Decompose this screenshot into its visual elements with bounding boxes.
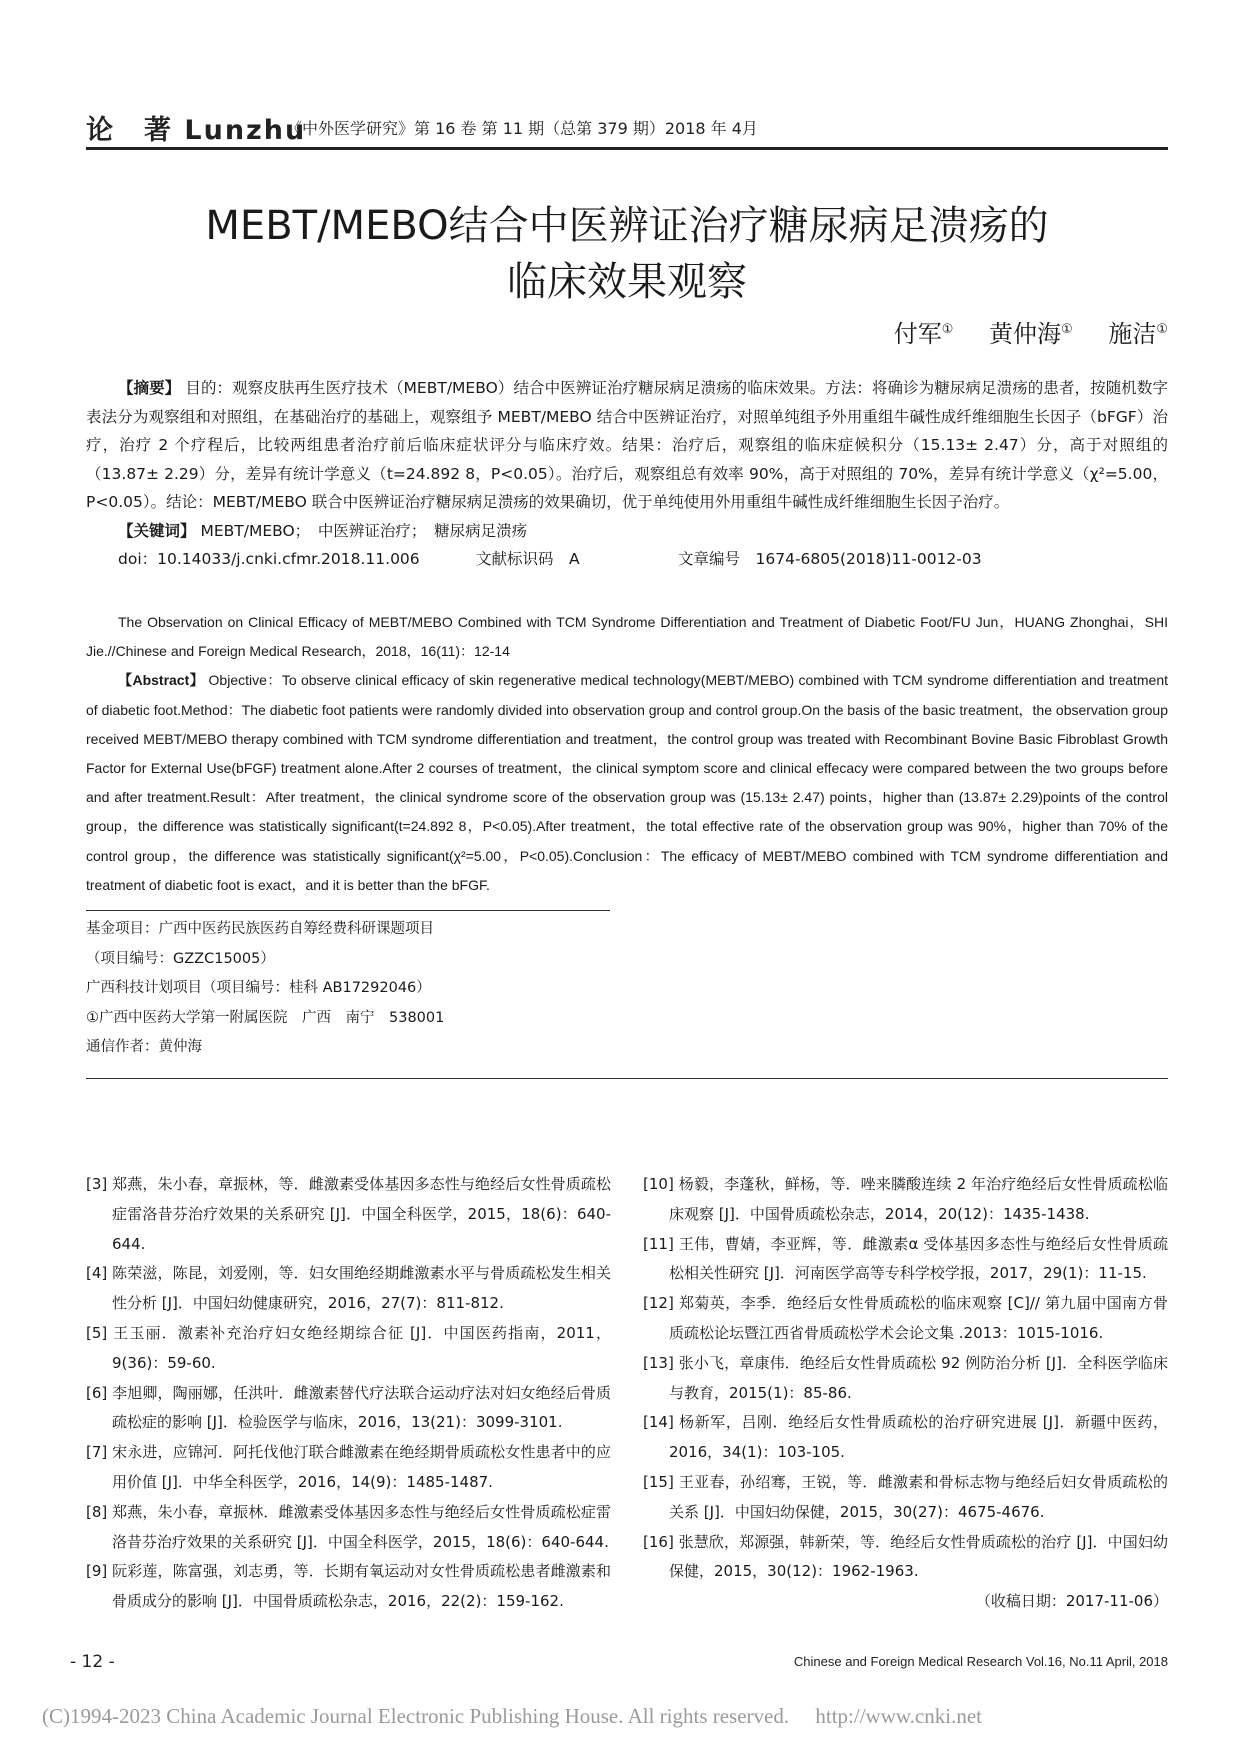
footnote-line: ①广西中医药大学第一附属医院 广西 南宁 538001	[86, 1009, 445, 1026]
reference-item: [6] 李旭卿，陶丽娜，任洪叶．雌激素替代疗法联合运动疗法对妇女绝经后骨质疏松症的影响 [J]．检验医学与临床，2016，13(21)：3099-3101.	[86, 1383, 611, 1432]
author-name: 施洁	[1108, 320, 1157, 348]
reference-item: [14] 杨新军，吕刚．绝经后女性骨质疏松的治疗研究进展 [J]．新疆中医药，2016，34(1)：103-105.	[643, 1413, 1168, 1462]
title-line-2: 临床效果观察	[507, 259, 747, 305]
affiliation-mark: ①	[941, 322, 954, 337]
affiliation-mark: ①	[1156, 322, 1168, 337]
page-number: - 12 -	[70, 1652, 115, 1672]
keywords-text: MEBT/MEBO； 中医辨证治疗； 糖尿病足溃疡	[200, 521, 528, 540]
article-title	[86, 198, 1168, 310]
reference-item: [15] 王亚春，孙绍骞，王锐，等．雌激素和骨标志物与绝经后妇女骨质疏松的关系 [J]．中国妇幼保健，2015，30(27)：4675-4676.	[643, 1472, 1168, 1521]
reference-item: [7] 宋永进，应锦河．阿托伐他汀联合雌激素在绝经期骨质疏松女性患者中的应用价值 [J]．中华全科医学，2016，14(9)：1485-1487.	[86, 1443, 611, 1491]
keywords-line	[86, 517, 1168, 546]
copyright-watermark: (C)1994-2023 China Academic Journal Electronic Publishing House. All rights reserved. http://www.cnki.net	[42, 1704, 982, 1728]
footnote-line: 基金项目：广西中医药民族医药自筹经费科研课题项目	[86, 921, 434, 937]
abstract-label: 【摘要】	[118, 379, 181, 397]
author-2	[989, 320, 1073, 348]
doi-line	[118, 545, 1168, 573]
references-right-column	[643, 1170, 1168, 1617]
reference-item: [3] 郑燕，朱小春，章振林，等．雌激素受体基因多态性与绝经后女性骨质疏松症雷洛昔芬治疗效果的关系研究 [J]．中国全科医学，2015，18(6)：640-644.	[86, 1175, 611, 1253]
author-3	[1108, 320, 1168, 348]
header-rule	[86, 147, 1168, 150]
abstract-text: 目的：观察皮肤再生医疗技术（MEBT/MEBO）结合中医辨证治疗糖尿病足溃疡的临床效果。方法：将确诊为糖尿病足溃疡的患者，按随机数字表法分为观察组和对照组，在基础治疗的基础上，观察组予 MEBT/MEBO 结合中医辨证治疗，对照单纯组予外用重组牛碱性成纤维细胞生长因子（bFGF）治疗，治疗 2 个疗程后，比较两组患者治疗前后临床症状评分与临床疗效。结果：治疗后，观察组的临床症候积分（15.13± 2.47）分，高于对照组的（13.87± 2.29）分，差异有统计学意义（t=24.892 8，P<0.05）。治疗后，观察组总有效率 90%，高于对照组的 70%，差异有统计学意义（χ²=5.00，P<0.05）。结论：MEBT/MEBO 联合中医辨证治疗糖尿病足溃疡的效果确切，优于单纯使用外用重组牛碱性成纤维细胞生长因子治疗。	[86, 379, 1168, 511]
keywords-label: 【关键词】	[118, 521, 196, 540]
section-label: 论 著 Lunzhu	[86, 115, 307, 146]
reference-item: [8] 郑燕，朱小春，章振林．雌激素受体基因多态性与绝经后女性骨质疏松症雷洛昔芬治疗效果的关系研究 [J]．中国全科医学，2015，18(6)：640-644.	[86, 1502, 611, 1551]
affiliation-mark: ①	[1061, 322, 1073, 337]
author-name: 黄仲海	[989, 320, 1062, 348]
running-header	[86, 108, 1168, 152]
footnote-rule	[86, 910, 610, 911]
footnote-line: （项目编号：GZZC15005）	[86, 950, 275, 967]
footnotes	[86, 915, 706, 1063]
english-abstract-paragraph	[86, 666, 1168, 900]
reference-item: [9] 阮彩莲，陈富强，刘志勇，等．长期有氧运动对女性骨质疏松患者雌激素和骨质成分的影响 [J]．中国骨质疏松杂志，2016，22(2)：159-162.	[86, 1562, 611, 1611]
doi-text: doi：10.14033/j.cnki.cfmr.2018.11.006	[118, 550, 420, 568]
abstract-paragraph	[86, 374, 1168, 517]
english-abstract	[86, 608, 1168, 900]
reference-item: [16] 张慧欣，郑源强，韩新荣，等．绝经后女性骨质疏松的治疗 [J]．中国妇幼保健，2015，30(12)：1962-1963.	[643, 1532, 1168, 1581]
reference-item: [5] 王玉丽．激素补充治疗妇女绝经期综合征 [J]．中国医药指南，2011，9(36)：59-60.	[86, 1323, 611, 1372]
author-list	[866, 314, 1168, 349]
section-divider	[86, 1078, 1168, 1079]
reference-item: [11] 王伟，曹婧，李亚辉，等．雌激素α 受体基因多态性与绝经后女性骨质疏松相关性研究 [J]．河南医学高等专科学校学报，2017，29(1)：11-15.	[643, 1234, 1168, 1283]
references-left-column	[86, 1170, 611, 1617]
english-abstract-text: Objective：To observe clinical efficacy of skin regenerative medical technology(MEBT/MEBO) combined with TCM syndrome differentiation and treatment of diabetic foot.Method：The diabetic foot patients were randomly divided into observation group and control group.On the basis of the basic treatment，the observation group received MEBT/MEBO therapy combined with TCM syndrome differentiation and treatment，the control group was treated with Recombinant Bovine Basic Fibroblast Growth Factor for External Use(bFGF) treatment alone.After 2 courses of treatment，the clinical symptom score and clinical effecacy were compared between the two groups before and after treatment.Result：After treatment，the clinical syndrome score of the observation group was (15.13± 2.47) points，higher than (13.87± 2.29)points of the control group，the difference was statistically significant(t=24.892 8，P<0.05).After treatment，the total effective rate of the observation group was 90%，higher than 70% of the control group，the difference was statistically significant(χ²=5.00，P<0.05).Conclusion：The efficacy of MEBT/MEBO combined with TCM syndrome differentiation and treatment of diabetic foot is exact，and it is better than the bFGF.	[86, 672, 1169, 893]
author-1	[894, 320, 954, 348]
reference-item: [13] 张小飞，章康伟．绝经后女性骨质疏松 92 例防治分析 [J]．全科医学临床与教育，2015(1)：85-86.	[643, 1353, 1168, 1402]
received-date: （收稿日期：2017-11-06）	[975, 1592, 1168, 1611]
english-citation: The Observation on Clinical Efficacy of MEBT/MEBO Combined with TCM Syndrome Differentiation and Treatment of Diabetic Foot/FU Jun，HUANG Zhonghai，SHI Jie.//Chinese and Foreign Medical Research，2018，16(11)：12-14	[86, 614, 1168, 660]
article-number: 文章编号 1674-6805(2018)11-0012-03	[678, 550, 982, 568]
reference-item: [12] 郑菊英，李季．绝经后女性骨质疏松的临床观察 [C]// 第九届中国南方骨质疏松论坛暨江西省骨质疏松学术会论文集 .2013：1015-1016.	[643, 1294, 1168, 1342]
footnote-line: 通信作者：黄仲海	[86, 1039, 202, 1055]
chinese-abstract	[86, 374, 1168, 573]
document-code: 文献标识码 A	[476, 550, 580, 568]
english-abstract-label: 【Abstract】	[118, 672, 205, 689]
reference-item: [4] 陈荣滋，陈昆，刘爱刚，等．妇女围绝经期雌激素水平与骨质疏松发生相关性分析 [J]．中国妇幼健康研究，2016，27(7)：811-812.	[86, 1264, 611, 1313]
reference-item: [10] 杨毅，李蓬秋，鲜杨，等．唑来膦酸连续 2 年治疗绝经后女性骨质疏松临床观察 [J]．中国骨质疏松杂志，2014，20(12)：1435-1438.	[643, 1175, 1168, 1223]
journal-issue-line: 《中外医学研究》第 16 卷 第 11 期（总第 379 期）2018 年 4月	[286, 119, 758, 138]
title-line-1: MEBT/MEBO结合中医辨证治疗糖尿病足溃疡的	[205, 203, 1049, 249]
author-name: 付军	[893, 320, 942, 348]
footer-journal-info: Chinese and Foreign Medical Research Vol.16, No.11 April, 2018	[793, 1654, 1168, 1669]
footnote-line: 广西科技计划项目（项目编号：桂科 AB17292046）	[86, 980, 431, 996]
